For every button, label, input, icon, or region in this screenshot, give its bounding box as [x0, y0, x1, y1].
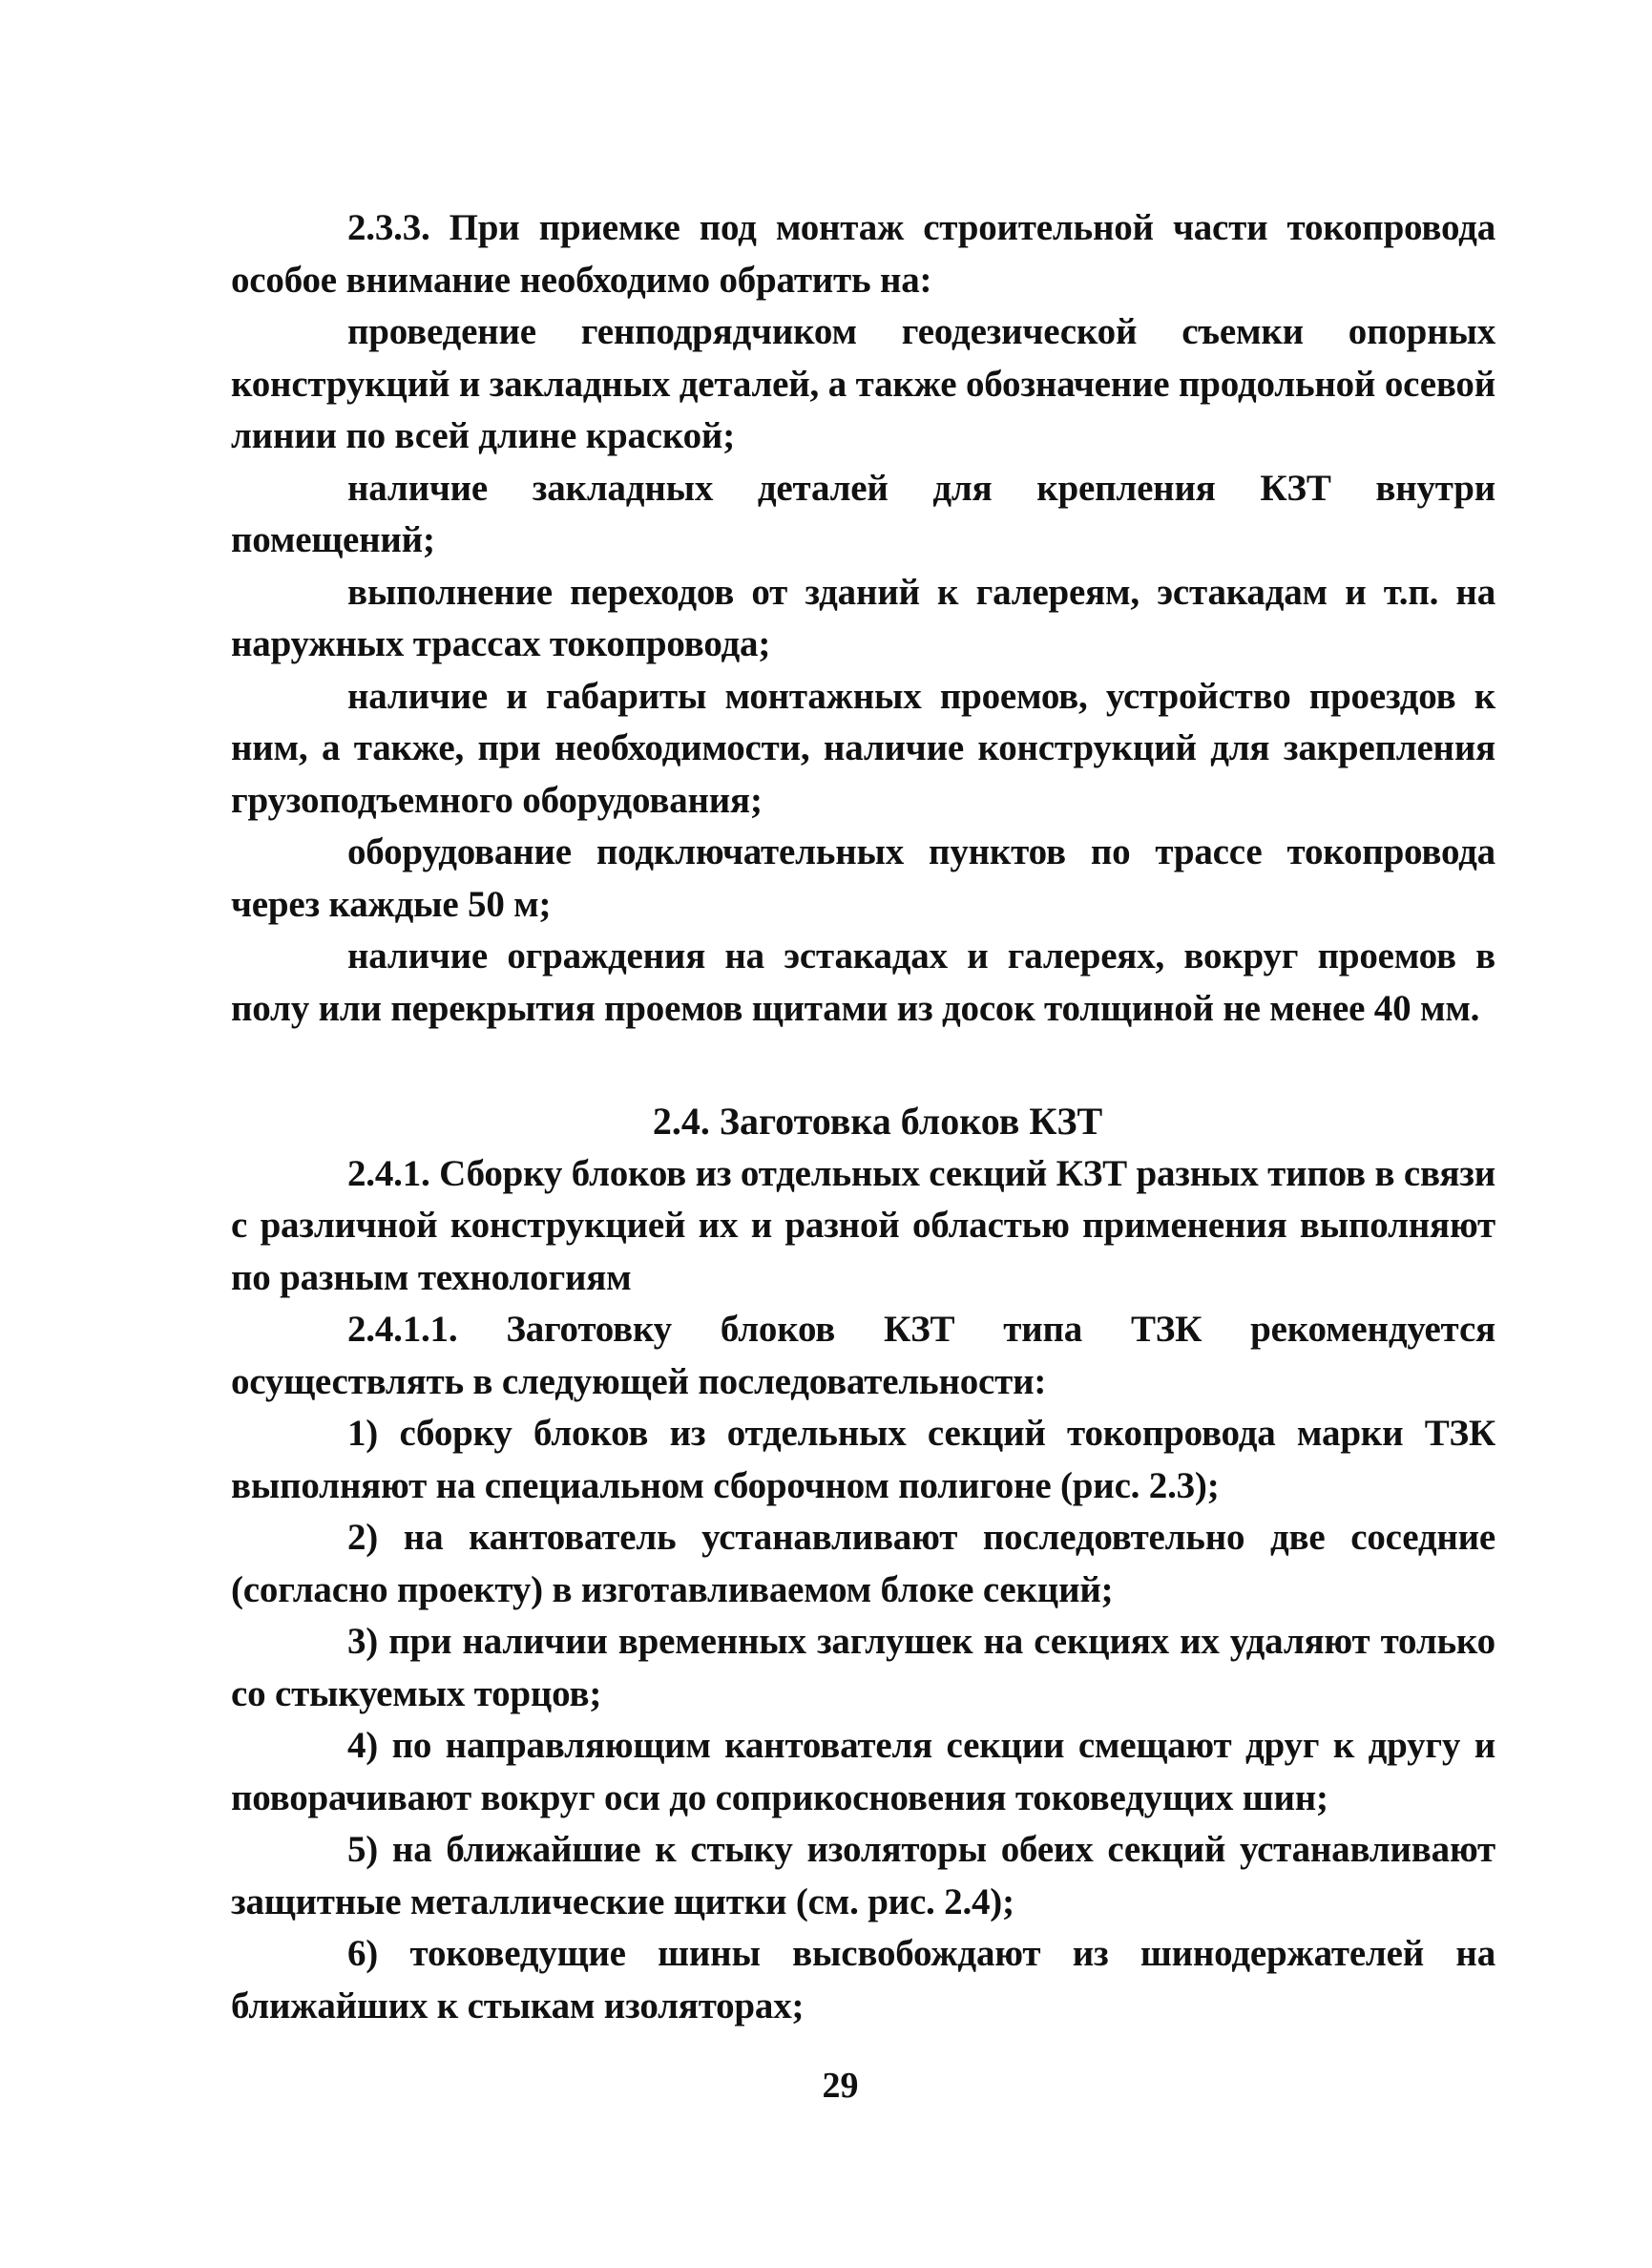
step-3: 3) при наличии временных заглушек на секциях их удаляют только со стыкуемых торцов;: [231, 1621, 1495, 1714]
page-number: 29: [822, 2066, 859, 2106]
step-1: 1) сборку блоков из отдельных секций токопровода марки ТЗК выполняют на специальном сборочном полигоне (рис. 2.3);: [231, 1413, 1495, 1506]
step-2: 2) на кантователь устанавливают последовтельно две соседние (согласно проекту) в изготавливаемом блоке секций;: [231, 1517, 1495, 1610]
step-6: 6) токоведущие шины высвобождают из шинодержателей на ближайших к стыкам изоляторах;: [231, 1933, 1495, 2026]
list-item-fencing: наличие ограждения на эстакадах и галереях, вокруг проемов в полу или перекрытия проемов щитами из досок толщиной не менее 40 мм.: [231, 935, 1495, 1029]
text-block: [231, 202, 1495, 2032]
list-item-geodetic-survey: проведение генподрядчиком геодезической съемки опорных конструкций и закладных деталей, а также обозначение продольной осевой линии по всей длине краской;: [231, 311, 1495, 456]
list-item-mounting-openings: наличие и габариты монтажных проемов, устройство проездов к ним, а также, при необходимости, наличие конструкций для закрепления грузоподъемного оборудования;: [231, 675, 1495, 821]
list-item-transitions: выполнение переходов от зданий к галереям, эстакадам и т.п. на наружных трассах токопровода;: [231, 571, 1495, 664]
list-item-embedded-parts: наличие закладных деталей для крепления КЗТ внутри помещений;: [231, 467, 1495, 560]
paragraph-2-3-3: 2.3.3. При приемке под монтаж строительной части токопровода особое внимание необходимо обратить на:: [231, 207, 1495, 301]
section-heading: 2.4. Заготовка блоков КЗТ: [652, 1100, 1103, 1143]
paragraph-2-4-1-1: 2.4.1.1. Заготовку блоков КЗТ типа ТЗК рекомендуется осуществлять в следующей последовательности:: [231, 1309, 1495, 1402]
list-item-connection-points: оборудование подключательных пунктов по трассе токопровода через каждые 50 м;: [231, 831, 1495, 925]
step-5: 5) на ближайшие к стыку изоляторы обеих секций устанавливают защитные металлические щитки (см. рис. 2.4);: [231, 1829, 1495, 1922]
section-gap: [231, 1035, 1495, 1096]
paragraph-2-4-1: 2.4.1. Сборку блоков из отдельных секций КЗТ разных типов в связи с различной конструкцией их и разной областью применения выполняют по разным технологиям: [231, 1152, 1495, 1298]
step-4: 4) по направляющим кантователя секции смещают друг к другу и поворачивают вокруг оси до соприкосновения токоведущих шин;: [231, 1725, 1495, 1818]
